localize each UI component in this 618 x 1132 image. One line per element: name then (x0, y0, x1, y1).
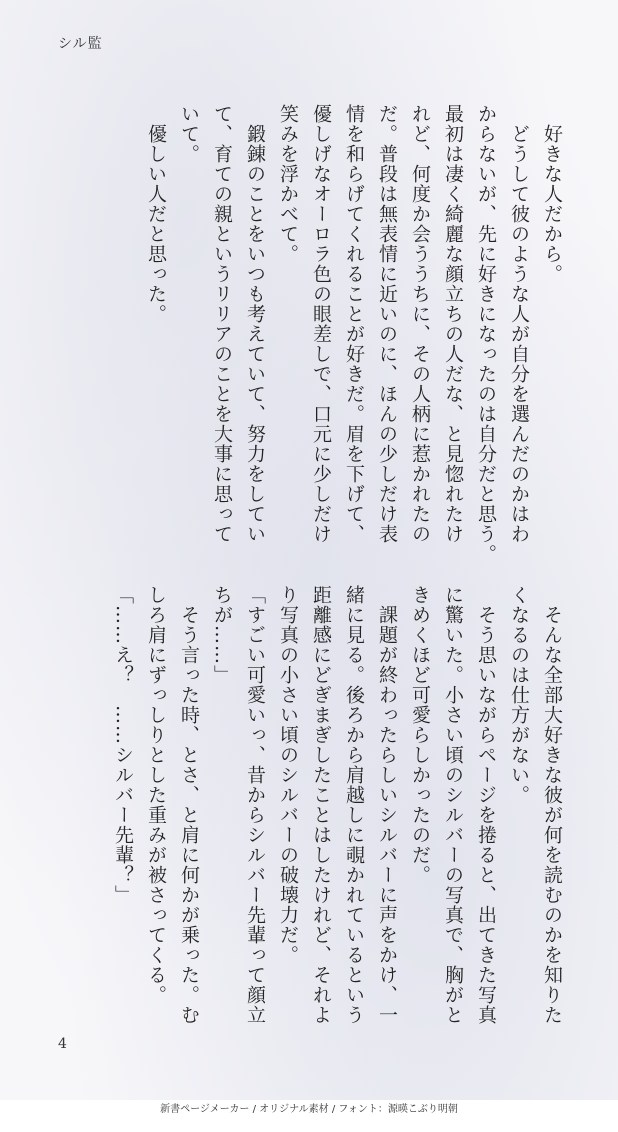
text-line: れど、何度か会ううちに、その人柄に惹かれたの (409, 104, 431, 544)
text-line: からないが、先に好きになったのは自分だと思う。 (475, 104, 497, 564)
text-line: て、育ての親というリリアのことを大事に思って (211, 104, 233, 544)
footer-credit: 新書ページメーカー / オリジナル素材 / フォント：源暎こぶり明朝 (0, 1100, 618, 1132)
text-line: だ。普段は無表情に近いのに、ほんの少しだけ表 (376, 104, 398, 544)
text-line: 鍛錬のことをいつも考えていて、努力をしてい (244, 104, 266, 544)
page-number: 4 (58, 1036, 67, 1052)
text-line: どうして彼のような人が自分を選んだのかはわ (508, 104, 530, 544)
text-line: 緒に見る。後ろから肩越しに覗かれているという (343, 585, 365, 1025)
text-line: きめくほど可愛らしかったのだ。 (409, 585, 431, 885)
text-line: そう言った時、とさ、と肩に何かが乗った。む (178, 585, 200, 1025)
text-line: くなるのは仕方がない。 (508, 585, 530, 805)
text-line: 最初は凄く綺麗な顔立ちの人だな、と見惚れたけ (442, 104, 464, 544)
text-line: そんな全部大好きな彼が何を読むのかを知りた (541, 585, 563, 1025)
text-line: 課題が終わったらしいシルバーに声をかけ、一 (376, 585, 398, 1025)
text-line: しろ肩にずっしりとした重みが被さってくる。 (145, 585, 167, 1005)
text-line: 好きな人だから。 (541, 104, 563, 284)
text-line: いて。 (178, 104, 200, 164)
lower-text-block (106, 585, 568, 1025)
text-line: そう思いながらページを捲ると、出てきた写真 (475, 585, 497, 1025)
text-line: 情を和らげてくれることが好きだ。眉を下げて、 (343, 104, 365, 544)
text-line: 優しい人だと思った。 (145, 104, 167, 324)
text-line: り写真の小さい頃のシルバーの破壊力だ。 (277, 585, 299, 965)
upper-text-block (139, 104, 568, 564)
page-header-title: シル監 (58, 36, 103, 52)
text-line: 距離感にどぎまぎしたことはしたけれど、それよ (310, 585, 332, 1025)
text-line: 優しげなオーロラ色の眼差しで、口元に少しだけ (310, 104, 332, 544)
text-line: 「……え？ ……シルバー先輩？」 (112, 585, 134, 905)
text-line: 笑みを浮かべて。 (277, 104, 299, 264)
text-line: ちが……」 (211, 585, 233, 685)
text-line: 「すごい可愛いっ、昔からシルバー先輩って顔立 (244, 585, 266, 1025)
text-line: に驚いた。小さい頃のシルバーの写真で、胸がと (442, 585, 464, 1025)
